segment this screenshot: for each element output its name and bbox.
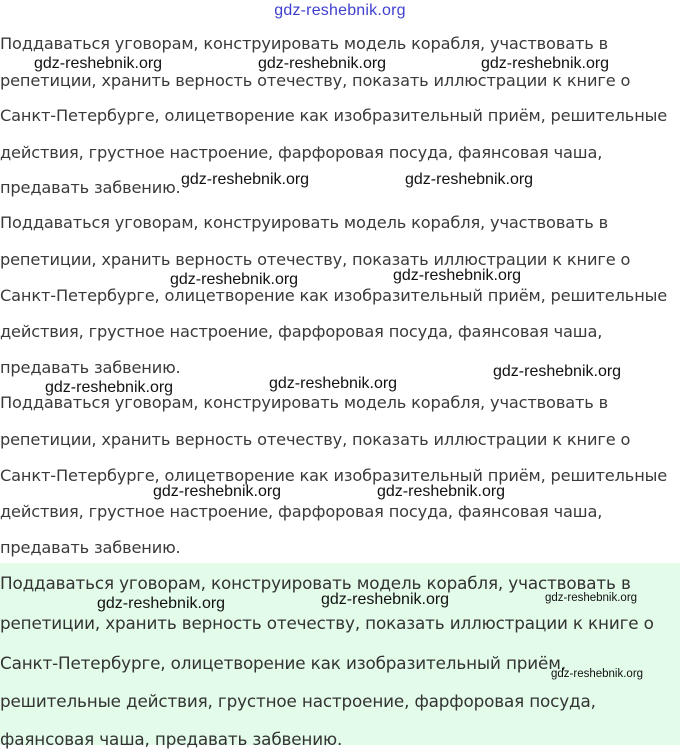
text-line: Поддаваться уговорам, конструировать модель корабля, участвовать в	[0, 393, 609, 412]
watermark: gdz-reshebnik.org	[405, 171, 534, 188]
watermark: gdz-reshebnik.org	[481, 55, 610, 72]
text-line: предавать забвению.	[0, 178, 181, 197]
text-line: действия, грустное настроение, фарфоровая посуда, фаянсовая чаша,	[0, 322, 603, 341]
watermark: gdz-reshebnik.org	[97, 595, 226, 612]
text-line: предавать забвению.	[0, 358, 181, 377]
watermark: gdz-reshebnik.org	[258, 55, 387, 72]
text-line: Поддаваться уговорам, конструировать модель корабля, участвовать в	[0, 213, 609, 232]
watermark: gdz-reshebnik.org	[545, 592, 638, 604]
watermark: gdz-reshebnik.org	[377, 483, 506, 500]
site-header	[0, 0, 680, 24]
site-link[interactable]: gdz-reshebnik.org	[274, 2, 406, 19]
text-line: репетиции, хранить верность отечеству, показать иллюстрации к книге о	[0, 71, 631, 90]
text-line: предавать забвению.	[0, 538, 181, 557]
watermark: gdz-reshebnik.org	[551, 668, 644, 680]
watermark: gdz-reshebnik.org	[321, 591, 450, 608]
watermark: gdz-reshebnik.org	[269, 375, 398, 392]
text-line: Санкт-Петербурге, олицетворение как изобразительный приём, решительные	[0, 286, 668, 305]
watermark: gdz-reshebnik.org	[181, 171, 310, 188]
watermark: gdz-reshebnik.org	[170, 271, 299, 288]
text-line: действия, грустное настроение, фарфоровая посуда, фаянсовая чаша,	[0, 502, 603, 521]
text-line: репетиции, хранить верность отечеству, показать иллюстрации к книге о	[0, 250, 631, 269]
watermark: gdz-reshebnik.org	[493, 363, 622, 380]
highlighted-text-line: Поддаваться уговорам, конструировать модель корабля, участвовать в	[0, 573, 631, 593]
highlighted-text-line: решительные действия, грустное настроение, фарфоровая посуда,	[0, 691, 596, 711]
watermark: gdz-reshebnik.org	[153, 483, 282, 500]
text-line: Санкт-Петербурге, олицетворение как изобразительный приём, решительные	[0, 106, 668, 125]
highlighted-text-line: Санкт-Петербурге, олицетворение как изобразительный приём,	[0, 653, 566, 673]
text-line: Санкт-Петербурге, олицетворение как изобразительный приём, решительные	[0, 466, 668, 485]
watermark: gdz-reshebnik.org	[34, 55, 163, 72]
highlighted-text-line: репетиции, хранить верность отечеству, показать иллюстрации к книге о	[0, 613, 654, 633]
text-line: репетиции, хранить верность отечеству, показать иллюстрации к книге о	[0, 430, 631, 449]
text-line: Поддаваться уговорам, конструировать модель корабля, участвовать в	[0, 34, 609, 53]
highlighted-text-line: фаянсовая чаша, предавать забвению.	[0, 729, 343, 749]
text-line: действия, грустное настроение, фарфоровая посуда, фаянсовая чаша,	[0, 143, 603, 162]
watermark: gdz-reshebnik.org	[45, 379, 174, 396]
watermark: gdz-reshebnik.org	[393, 267, 522, 284]
